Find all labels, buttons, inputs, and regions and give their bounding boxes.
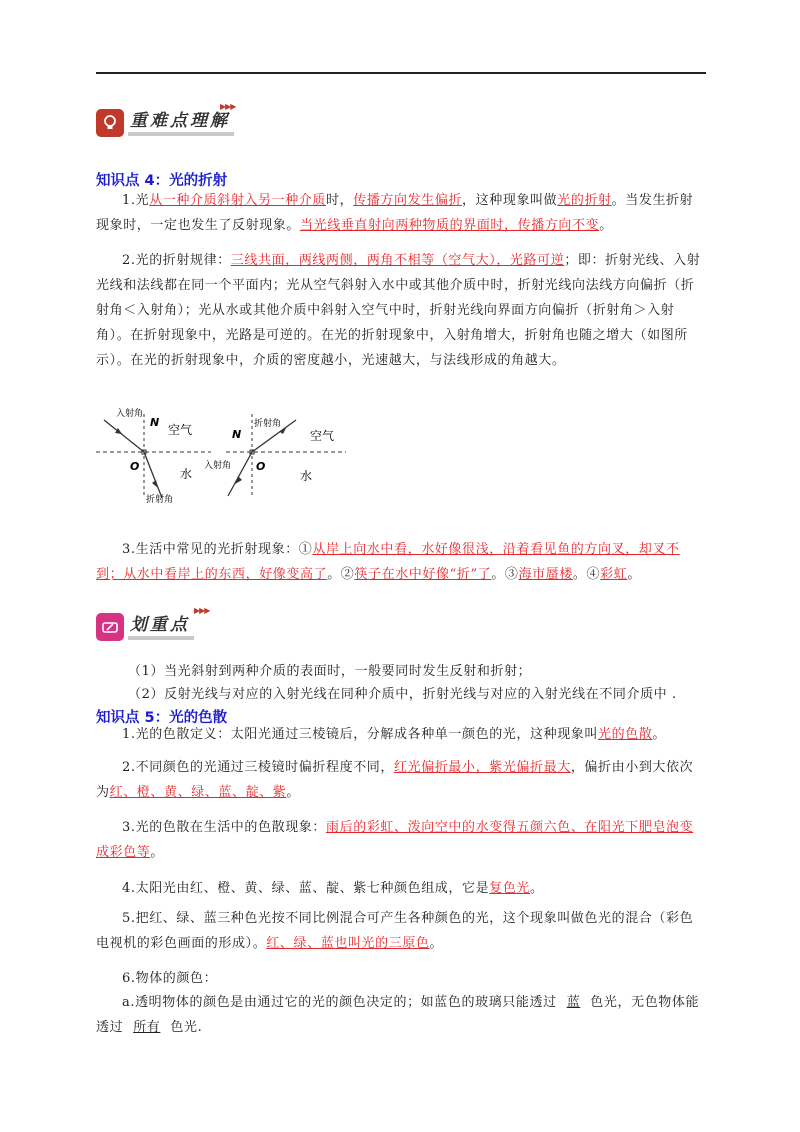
header-rule — [96, 72, 706, 74]
knowledge-point-5-heading: 知识点 5：光的色散 — [96, 710, 228, 726]
label-air-right: 空气 — [310, 429, 335, 443]
paragraph-transparent-object: a.透明物体的颜色是由通过它的光的颜色决定的；如蓝色的玻璃只能透过 蓝 色光，无色物体能透过 所有 色光. — [96, 995, 700, 1035]
section-banner-highlight — [96, 606, 210, 644]
answer-blank-1: 蓝 — [566, 995, 581, 1010]
refraction-diagram — [96, 406, 346, 506]
label-origin-right: O — [256, 460, 266, 473]
label-water-right: 水 — [300, 469, 313, 483]
label-air: 空气 — [168, 423, 193, 437]
paragraph-dispersion-order: 2.不同颜色的光通过三棱镜时偏折程度不同，红光偏折最小，紫光偏折最大，偏折由小到大依次为红、橙、黄、绿、蓝、靛、紫。 — [96, 760, 694, 800]
label-incident-angle-right: 入射角 — [204, 461, 232, 471]
paragraph-refraction-law: 2.光的折射规律：三线共面，两线两侧，两角不相等（空气大），光路可逆；即：折射光线、入射光线和法线都在同一个平面内；光从空气斜射入水中或其他介质中时，折射光线向法线方向偏折（折射角＜入射角）；光从水或其他介质中斜射入空气中时，折射光线向界面方向偏折（折射角＞入射角）。在折射现象中，光路是可逆的。在光的折射现象中，入射角增大，折射角也随之增大（如图所示）。在光的折射现象中，介质的密度越小，光速越大，与法线形成的角越大。 — [96, 253, 701, 368]
paragraph-composite-light: 4.太阳光由红、橙、黄、绿、蓝、靛、紫七种颜色组成，它是复色光。 — [122, 881, 544, 896]
lightbulb-icon — [96, 109, 124, 137]
key-point-1: （1）当光斜射到两种介质的表面时，一般要同时发生反射和折射； — [128, 664, 532, 679]
banner-title: 重难点理解 — [128, 110, 234, 136]
paragraph-refraction-definition: 1.光从一种介质斜射入另一种介质时，传播方向发生偏折，这种现象叫做光的折射。当发生折射现象时，一定也发生了反射现象。当光线垂直射向两种物质的界面时，传播方向不变。 — [96, 193, 694, 233]
label-refraction-angle: 折射角 — [146, 495, 174, 505]
label-refraction-angle-right: 折射角 — [254, 419, 282, 429]
section-banner-key-points — [96, 102, 236, 140]
paragraph-color-mixing: 5.把红、绿、蓝三种色光按不同比例混合可产生各种颜色的光，这个现象叫做色光的混合（彩色电视机的彩色画面的形成）。红、绿、蓝也叫光的三原色。 — [96, 911, 694, 951]
label-normal: N — [150, 416, 160, 429]
paragraph-dispersion-examples: 3.光的色散在生活中的色散现象：雨后的彩虹、泼向空中的水变得五颜六色、在阳光下肥皂泡变成彩色等。 — [96, 820, 694, 860]
paragraph-refraction-examples: 3.生活中常见的光折射现象：①从岸上向水中看，水好像很浅，沿着看见鱼的方向叉，却叉不到；从水中看岸上的东西，好像变高了。②筷子在水中好像“折”了。③海市蜃楼。④彩虹。 — [96, 542, 680, 582]
label-origin: O — [130, 460, 140, 473]
label-normal-right: N — [232, 428, 242, 441]
arrows-icon-2: ▶▶▶ — [194, 606, 210, 615]
paragraph-dispersion-definition: 1.光的色散定义：太阳光通过三棱镜后，分解成各种单一颜色的光，这种现象叫光的色散。 — [122, 727, 667, 742]
knowledge-point-4-heading: 知识点 4：光的折射 — [96, 173, 228, 189]
answer-blank-2: 所有 — [133, 1020, 161, 1035]
paragraph-object-color-title: 6.物体的颜色： — [122, 971, 218, 986]
arrows-icon: ▶▶▶ — [220, 102, 236, 111]
key-point-2: （2）反射光线与对应的入射光线在同种介质中，折射光线与对应的入射光线在不同介质中 . — [128, 687, 677, 702]
label-incident-angle: 入射角 — [116, 409, 144, 419]
banner-title-2: 划重点 — [128, 614, 194, 640]
label-water: 水 — [180, 467, 193, 481]
highlight-icon — [96, 613, 124, 641]
